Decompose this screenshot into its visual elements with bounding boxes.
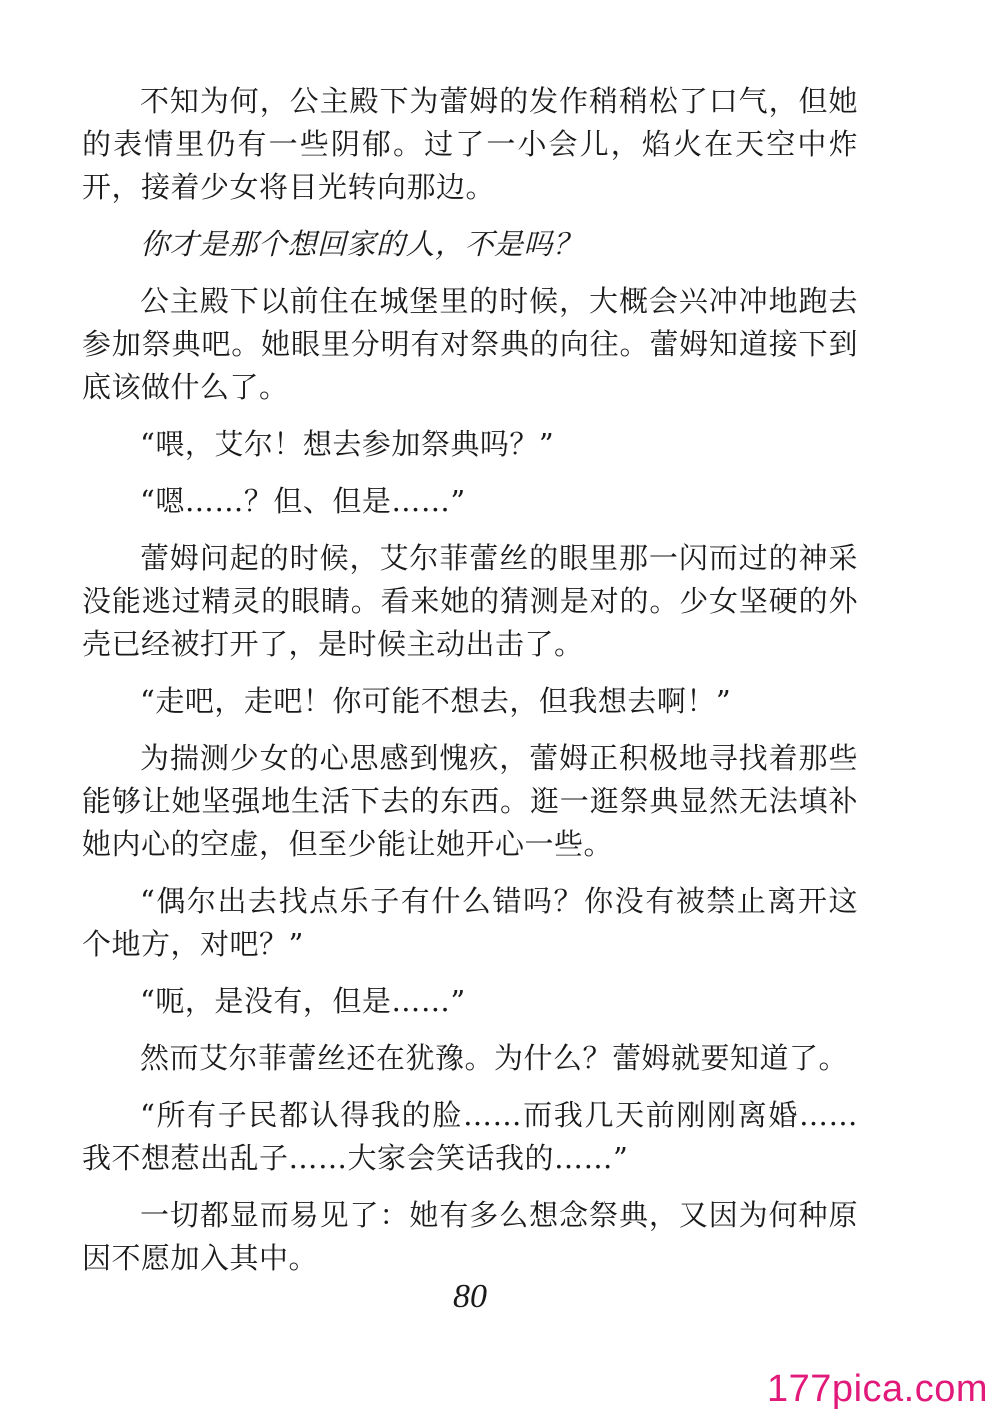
- page-number: 80: [453, 1278, 487, 1315]
- dialogue-line: “呃，是没有，但是……”: [140, 984, 466, 1018]
- dialogue-line: “嗯……？但、但是……”: [140, 484, 466, 518]
- paragraph-italic-thought: 你才是那个想回家的人，不是吗？: [140, 227, 583, 261]
- dialogue-line: “偶尔出去找点乐子有什么错吗？你没有被禁止离开这个地方，对吧？”: [82, 884, 858, 961]
- paragraph: 不知为何，公主殿下为蕾姆的发作稍稍松了口气，但她的表情里仍有一些阴郁。过了一小会儿，焰火在天空中炸开，接着少女将目光转向那边。: [82, 84, 858, 204]
- dialogue-line: “所有子民都认得我的脸……而我几天前刚刚离婚……我不想惹出乱子……大家会笑话我的……”: [82, 1098, 858, 1175]
- paragraph: 然而艾尔菲蕾丝还在犹豫。为什么？蕾姆就要知道了。: [140, 1041, 849, 1075]
- dialogue-line: “走吧，走吧！你可能不想去，但我想去啊！”: [140, 684, 732, 718]
- paragraph: 公主殿下以前住在城堡里的时候，大概会兴冲冲地跑去参加祭典吧。她眼里分明有对祭典的向往。蕾姆知道接下到底该做什么了。: [82, 284, 858, 404]
- paragraph: 蕾姆问起的时候，艾尔菲蕾丝的眼里那一闪而过的神采没能逃过精灵的眼睛。看来她的猜测是对的。少女坚硬的外壳已经被打开了，是时候主动出击了。: [82, 541, 858, 661]
- dialogue-line: “喂，艾尔！想去参加祭典吗？”: [140, 427, 555, 461]
- body-text: [82, 80, 858, 1294]
- paragraph: 为揣测少女的心思感到愧疚，蕾姆正积极地寻找着那些能够让她坚强地生活下去的东西。逛一逛祭典显然无法填补她内心的空虚，但至少能让她开心一些。: [82, 741, 858, 861]
- watermark: 177pica.com: [767, 1368, 988, 1410]
- paragraph: 一切都显而易见了：她有多么想念祭典，又因为何种原因不愿加入其中。: [82, 1198, 858, 1275]
